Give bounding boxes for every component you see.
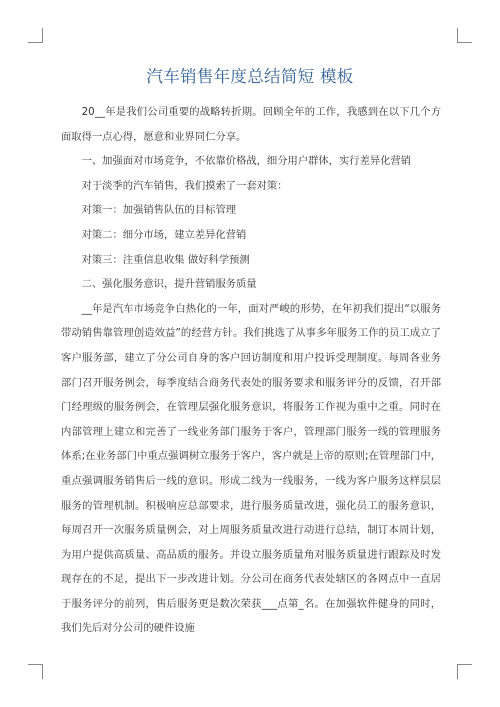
crop-mark-bottom-left [28, 664, 43, 679]
document-title: 汽车销售年度总结简短 模板 [146, 67, 354, 86]
service-paragraph: __年是汽车市场竞争白热化的一年，面对严峻的形势，在年初我们提出“以服务带动销售靠管理创造效益”的经营方针。我们挑选了从事多年服务工作的员工成立了客户服务部，建立了分公司自身的客户回访制度和用户投诉受理制度。每周各业务部门召开服务例会，每季度结合商务代表处的服务要求和服务评分的反馈，召开部门经理级的服务例会，在管理层强化服务意识，将服务工作视为重中之重。同时在内部管理上建立和完善了一线业务部门服务于客户，管理部门服务一线的管理服务体系;在业务部门中重点强调树立服务于客户，客户就是上帝的原则;在管理部门中，重点强调服务销售后一线的意识。形成二线为一线服务，一线为客户服务这样层层服务的管理机制。积极响应总部要求，进行服务质量改进，强化员工的服务意识，每周召开一次服务质量例会，对上周服务质量改进行动进行总结，制订本周计划，为用户提供高质量、高品质的服务。并设立服务质量角对服务质量进行跟踪及时发现存在的不足，提出下一步改进计划。分公司在商务代表处辖区的各网点中一直居于服务评分的前列，售后服务更是数次荣获___点第_名。在加强软件健身的同时，我们先后对分公司的硬件设施 [61, 302, 441, 635]
crop-mark-top-left [28, 28, 43, 43]
strategy-item-3: 对策三：注重信息收集 做好科学预测 [81, 253, 250, 266]
intro-paragraph: 20__年是我们公司重要的战略转折期。回顾全年的工作，我感到在以下几个方面取得一点心得，愿意和业界同仁分享。 [61, 106, 441, 143]
section-heading-2: 二、强化服务意识，提升营销服务质量 [81, 278, 257, 291]
strategy-item-2: 对策二：细分市场，建立差异化营销 [81, 228, 247, 241]
document-body [61, 100, 441, 641]
strategy-item-1: 对策一：加强销售队伍的目标管理 [81, 204, 237, 217]
crop-mark-bottom-right [457, 664, 472, 679]
paragraph-strategy-intro: 对于淡季的汽车销售，我们摸索了一套对策： [81, 179, 288, 192]
section-heading-1: 一、加强面对市场竞争，不依靠价格战，细分用户群体，实行差异化营销 [81, 155, 412, 168]
crop-mark-top-right [457, 28, 472, 43]
